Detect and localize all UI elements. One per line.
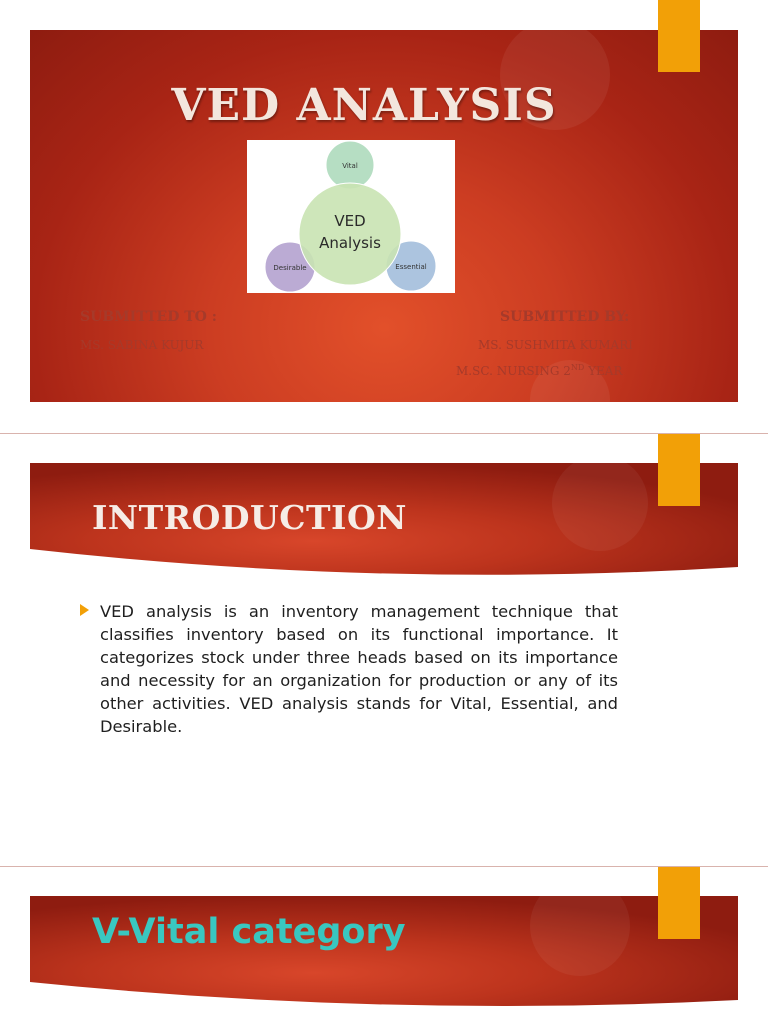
vital-label: Vital bbox=[342, 162, 358, 170]
page-title: VED ANALYSIS bbox=[171, 80, 557, 131]
vital-title: V-Vital category bbox=[92, 912, 406, 952]
slide-divider bbox=[0, 866, 768, 867]
bullet-arrow-icon bbox=[80, 604, 89, 616]
intro-title: INTRODUCTION bbox=[92, 498, 407, 537]
intro-paragraph: VED analysis is an inventory management technique that classifies inventory based on its functional importance. It categorizes stock under three heads based on its importance and necessity for an organization for production or any of its other activities. VED analysis stands for Vital, Essential, and Desirable. bbox=[100, 602, 618, 736]
submitted-by-label: SUBMITTED BY: bbox=[500, 309, 630, 325]
accent-tab bbox=[658, 434, 700, 506]
accent-tab bbox=[658, 0, 700, 72]
submitted-to-label: SUBMITTED TO : bbox=[80, 309, 217, 325]
slide-1 bbox=[0, 0, 768, 432]
accent-tab bbox=[658, 867, 700, 939]
ved-diagram bbox=[247, 140, 455, 293]
submitted-by-course bbox=[456, 363, 622, 378]
submitted-to-name: MS. SABINA KUJUR bbox=[80, 338, 204, 352]
course-superscript: ND bbox=[570, 363, 585, 372]
course-suffix: YEAR bbox=[584, 364, 623, 378]
center-label-line1: VED bbox=[334, 212, 366, 230]
course-text: M.SC. NURSING 2 bbox=[456, 364, 571, 378]
essential-label: Essential bbox=[395, 263, 427, 271]
ved-venn-diagram bbox=[247, 140, 455, 293]
center-label-line2: Analysis bbox=[319, 234, 381, 252]
submitted-by-name: MS. SUSHMITA KUMARI bbox=[478, 338, 633, 352]
desirable-label: Desirable bbox=[273, 264, 307, 272]
